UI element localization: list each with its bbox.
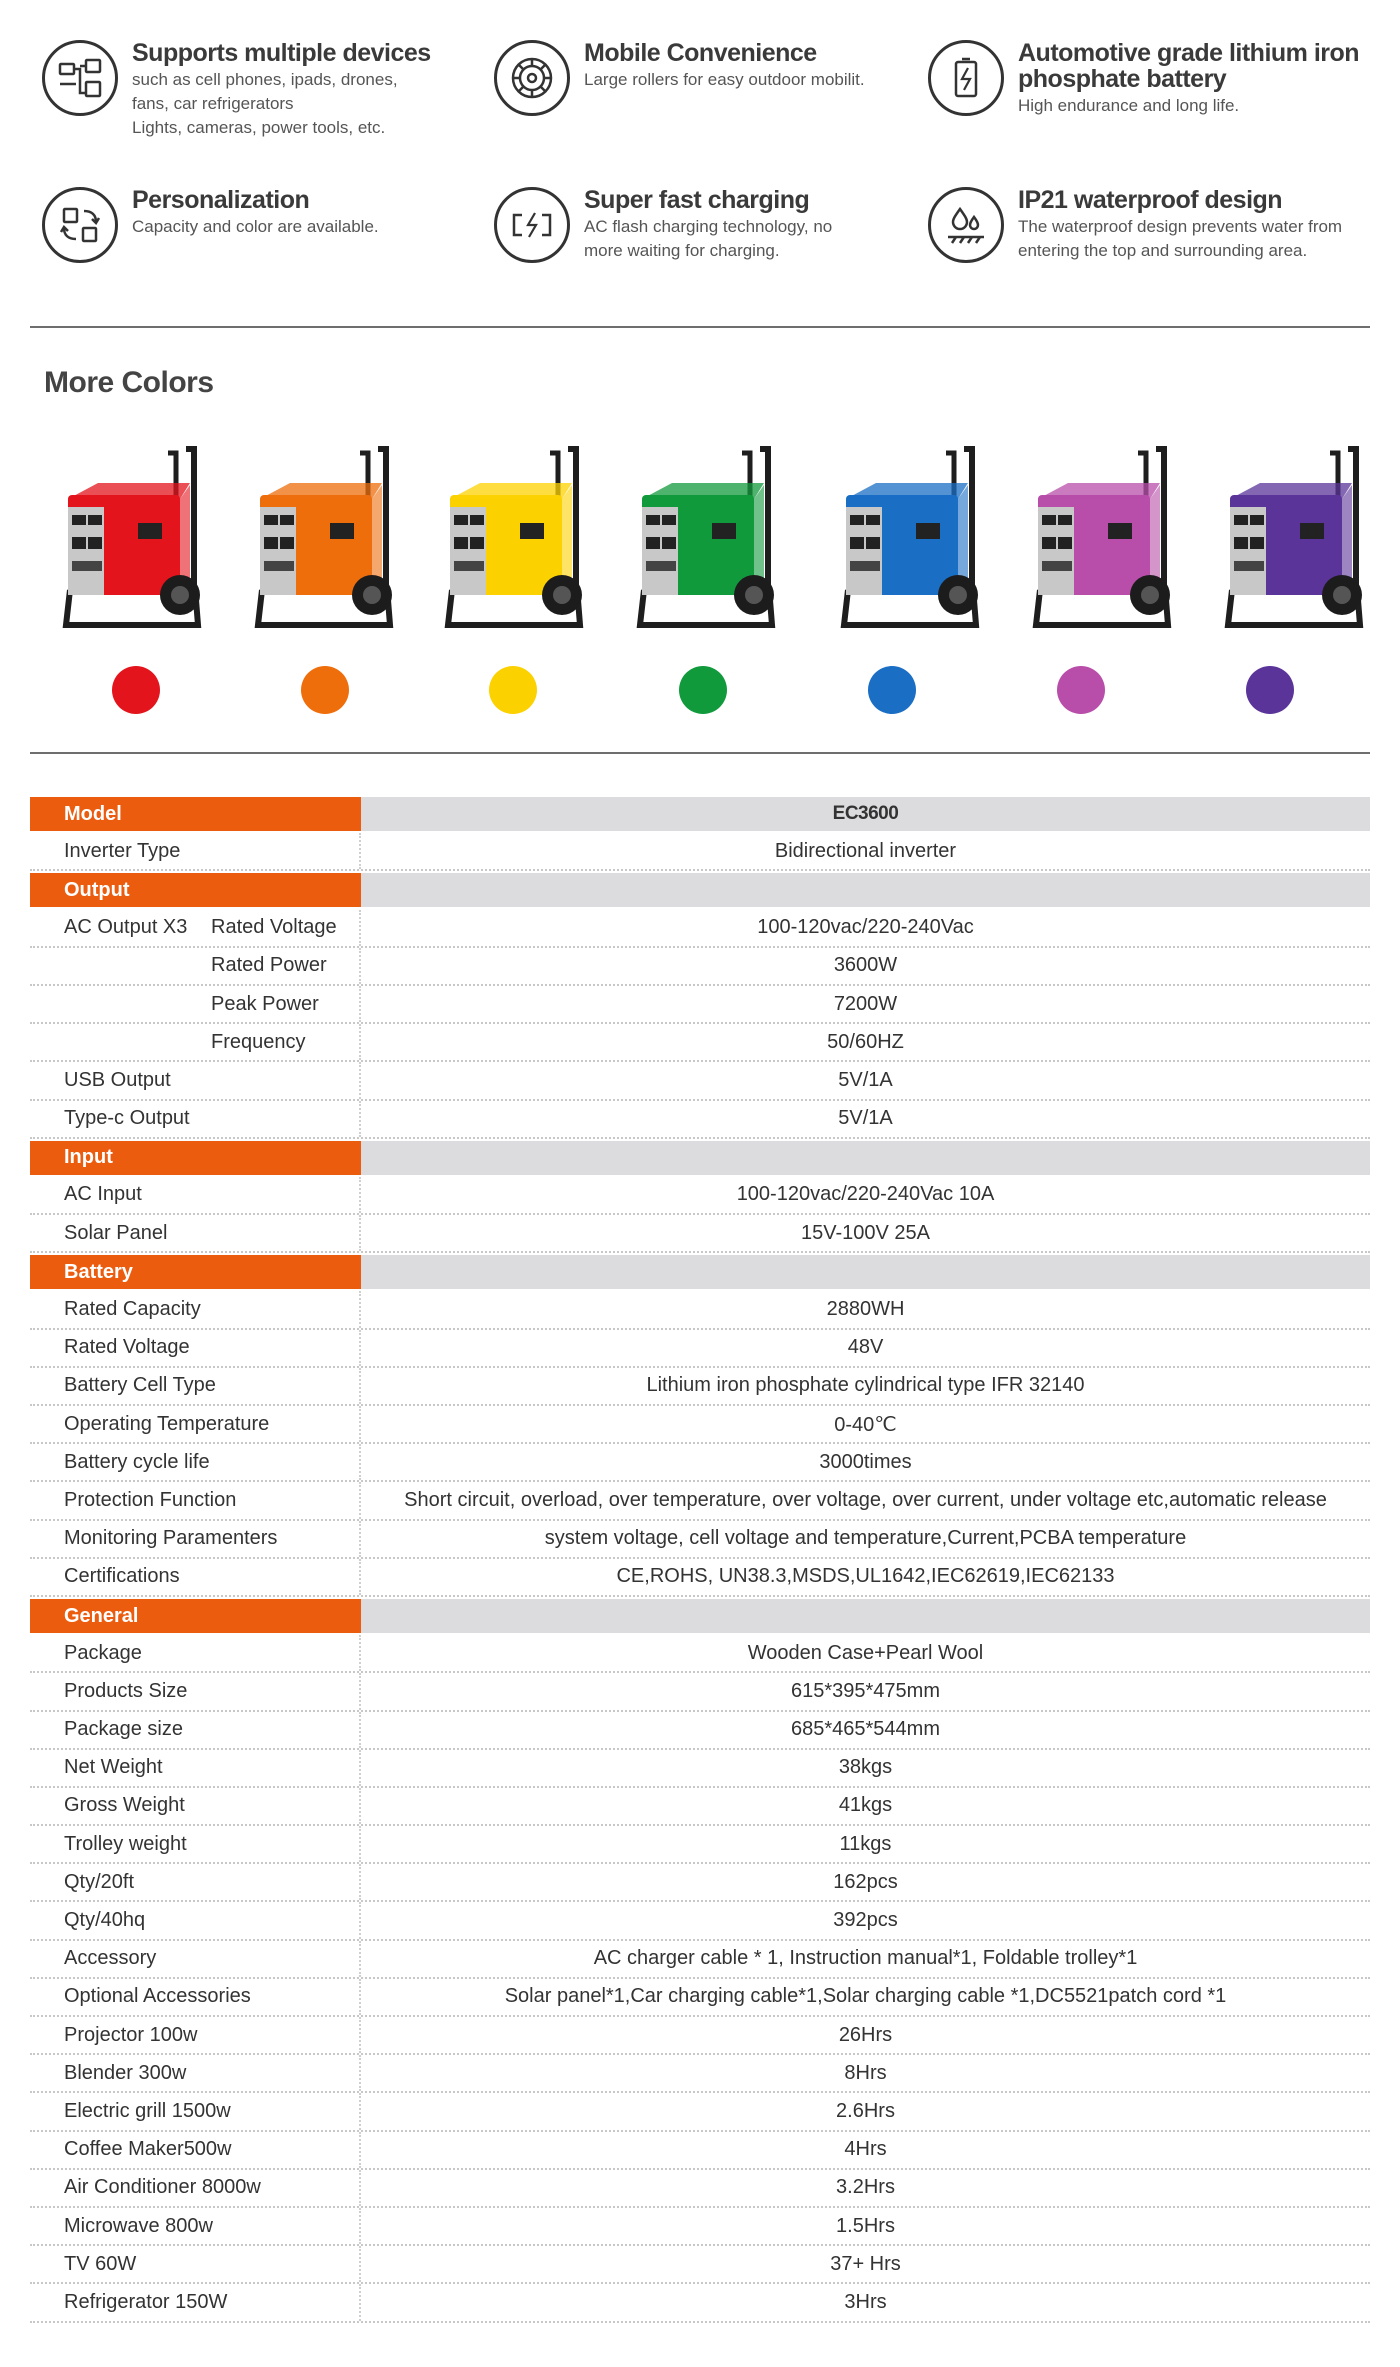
spec-row <box>30 1979 1370 2017</box>
spec-value: 26Hrs <box>838 2023 893 2046</box>
spec-sublabel: Peak Power <box>211 992 319 1015</box>
spec-value <box>361 1141 1370 1175</box>
spec-value: AC charger cable * 1, Instruction manual*1, Foldable trolley*1 <box>593 1947 1138 1970</box>
spec-label-text: Qty/40hq <box>64 1909 146 1932</box>
spec-sublabel: Frequency <box>211 1030 306 1053</box>
feature-desc: AC flash charging technology, no more waiting for charging. <box>584 217 833 260</box>
feature-waterproof <box>928 187 1388 263</box>
spec-label-text: Operating Temperature <box>64 1412 270 1435</box>
spec-value <box>361 1599 1370 1633</box>
spec-value: 5V/1A <box>838 1068 893 1091</box>
feature-desc: Large rollers for easy outdoor mobilit. <box>584 70 865 89</box>
spec-sublabel: Rated Voltage <box>211 916 337 939</box>
colors-title: More Colors <box>44 366 214 399</box>
color-swatch[interactable] <box>1246 666 1294 714</box>
spec-row <box>30 1062 1370 1100</box>
spec-label-text: Accessory <box>64 1947 157 1970</box>
fast-charging-icon <box>494 187 570 263</box>
spec-label <box>30 2055 361 2091</box>
feature-desc: The waterproof design prevents water from entering the top and surrounding area. <box>1018 217 1343 260</box>
spec-row <box>30 1788 1370 1826</box>
spec-value: 3600W <box>833 954 898 977</box>
battery-icon <box>928 40 1004 116</box>
spec-label-text: Blender 300w <box>64 2061 187 2084</box>
spec-row <box>30 2170 1370 2208</box>
feature-title: Super fast charging <box>584 186 810 214</box>
color-swatch[interactable] <box>679 666 727 714</box>
spec-row <box>30 1406 1370 1444</box>
spec-label <box>30 1444 361 1480</box>
spec-label-text: General <box>64 1604 139 1627</box>
spec-value: 2880WH <box>826 1298 905 1321</box>
spec-row <box>30 1750 1370 1788</box>
spec-row <box>30 2284 1370 2322</box>
personalization-icon <box>42 187 118 263</box>
spec-row <box>30 2208 1370 2246</box>
spec-row <box>30 833 1370 871</box>
spec-value: 2.6Hrs <box>836 2099 895 2122</box>
spec-label <box>30 2284 361 2320</box>
spec-value: 615*395*475mm <box>791 1679 940 1702</box>
spec-label <box>30 1864 361 1900</box>
feature-title: Mobile Convenience <box>584 39 817 67</box>
waterproof-icon <box>928 187 1004 263</box>
color-swatch[interactable] <box>489 666 537 714</box>
spec-value: Bidirectional inverter <box>774 839 957 862</box>
spec-label-text: Air Conditioner 8000w <box>64 2176 261 2199</box>
product-image <box>58 445 208 640</box>
spec-row <box>30 2246 1370 2284</box>
spec-row <box>30 1941 1370 1979</box>
spec-value: 100-120vac/220-240Vac <box>757 916 974 939</box>
spec-value: 11kgs <box>839 1832 892 1855</box>
spec-label-text: Certifications <box>64 1565 180 1588</box>
spec-value: 3Hrs <box>844 2290 887 2313</box>
spec-row <box>30 1291 1370 1329</box>
spec-label-text: Solar Panel <box>64 1221 168 1244</box>
spec-label-text: Monitoring Paramenters <box>64 1527 278 1550</box>
feature-title: Supports multiple devices <box>132 39 431 67</box>
spec-label-text: Microwave 800w <box>64 2214 213 2237</box>
spec-label <box>30 1902 361 1938</box>
feature-personalization <box>42 187 492 263</box>
spec-label-text: Battery Cell Type <box>64 1374 216 1397</box>
spec-label-text: Package size <box>64 1718 183 1741</box>
spec-label-text: Qty/20ft <box>64 1870 135 1893</box>
spec-label-text: AC Input <box>64 1183 142 1206</box>
spec-label <box>30 1062 361 1098</box>
spec-row <box>30 1559 1370 1597</box>
spec-label-text: Products Size <box>64 1679 188 1702</box>
spec-label <box>30 1599 361 1633</box>
spec-section-header <box>30 871 1370 909</box>
spec-row <box>30 1482 1370 1520</box>
product-image <box>1028 445 1178 640</box>
spec-label-text: Battery cycle life <box>64 1450 210 1473</box>
spec-label-text: Electric grill 1500w <box>64 2099 231 2122</box>
spec-row <box>30 986 1370 1024</box>
spec-row <box>30 1673 1370 1711</box>
spec-label <box>30 1826 361 1862</box>
spec-value: 162pcs <box>833 1870 898 1893</box>
spec-value: 41kgs <box>838 1794 893 1817</box>
spec-row <box>30 1330 1370 1368</box>
wheel-icon <box>494 40 570 116</box>
spec-row <box>30 1024 1370 1062</box>
spec-label <box>30 2017 361 2053</box>
spec-row <box>30 1177 1370 1215</box>
spec-row <box>30 1444 1370 1482</box>
spec-value: 5V/1A <box>838 1107 893 1130</box>
spec-row <box>30 1826 1370 1864</box>
spec-label <box>30 910 361 946</box>
spec-label-text: Rated Voltage <box>64 1336 190 1359</box>
spec-label <box>30 1482 361 1518</box>
spec-label <box>30 833 361 869</box>
product-image <box>250 445 400 640</box>
spec-value: Short circuit, overload, over temperature, over voltage, over current, under voltage etc,automatic release <box>404 1488 1327 1511</box>
spec-label-text: Trolley weight <box>64 1832 187 1855</box>
spec-value: 4Hrs <box>844 2138 887 2161</box>
spec-row <box>30 2055 1370 2093</box>
spec-label <box>30 2246 361 2282</box>
spec-value: 100-120vac/220-240Vac 10A <box>736 1183 995 1206</box>
feature-desc: High endurance and long life. <box>1018 96 1240 115</box>
spec-value: 8Hrs <box>844 2061 887 2084</box>
spec-label-text: Input <box>64 1146 113 1169</box>
spec-label-text: TV 60W <box>64 2252 137 2275</box>
spec-section-header <box>30 795 1370 833</box>
spec-label-text: Battery <box>64 1260 133 1283</box>
spec-row <box>30 2017 1370 2055</box>
spec-value: 15V-100V 25A <box>801 1221 930 1244</box>
spec-row <box>30 1101 1370 1139</box>
spec-section-header <box>30 1597 1370 1635</box>
feature-desc: such as cell phones, ipads, drones, fans, car refrigerators Lights, cameras, power tools, etc. <box>132 70 398 137</box>
spec-value: 50/60HZ <box>827 1030 904 1053</box>
spec-row <box>30 1635 1370 1673</box>
spec-value: EC3600 <box>361 797 1370 831</box>
feature-title: Personalization <box>132 186 310 214</box>
spec-row <box>30 1902 1370 1940</box>
spec-value: Solar panel*1,Car charging cable*1,Solar charging cable *1,DC5521patch cord *1 <box>504 1985 1227 2008</box>
spec-label-text: Output <box>64 878 130 901</box>
spec-label <box>30 2132 361 2168</box>
section-divider <box>30 326 1370 328</box>
spec-value: 38kgs <box>838 1756 893 1779</box>
section-divider <box>30 752 1370 754</box>
spec-label <box>30 1101 361 1137</box>
spec-sublabel: Rated Power <box>211 954 327 977</box>
spec-label-text: USB Output <box>64 1068 171 1091</box>
spec-label-text: Coffee Maker500w <box>64 2138 232 2161</box>
spec-row <box>30 948 1370 986</box>
spec-label <box>30 1712 361 1748</box>
spec-section-header <box>30 1139 1370 1177</box>
spec-label-text: Rated Capacity <box>64 1298 201 1321</box>
spec-section-header <box>30 1253 1370 1291</box>
spec-label <box>30 1941 361 1977</box>
spec-label <box>30 1406 361 1442</box>
spec-label <box>30 1673 361 1709</box>
spec-value <box>361 1255 1370 1289</box>
feature-desc: Capacity and color are available. <box>132 217 379 236</box>
spec-value: system voltage, cell voltage and temperature,Current,PCBA temperature <box>544 1527 1187 1550</box>
spec-label <box>30 1521 361 1557</box>
spec-label <box>30 1979 361 2015</box>
spec-value: 37+ Hrs <box>830 2252 901 2275</box>
feature-mobile <box>494 40 944 116</box>
devices-icon <box>42 40 118 116</box>
color-swatch[interactable] <box>868 666 916 714</box>
spec-label <box>30 2093 361 2129</box>
feature-title: Automotive grade lithium iron phosphate battery <box>1018 39 1360 93</box>
product-image <box>1220 445 1370 640</box>
spec-value: 0-40℃ <box>834 1413 897 1436</box>
spec-table <box>30 795 1370 2323</box>
spec-label-text: Gross Weight <box>64 1794 185 1817</box>
spec-label-text: Refrigerator 150W <box>64 2290 228 2313</box>
spec-label <box>30 986 361 1022</box>
spec-value: 3000times <box>819 1450 912 1473</box>
spec-label-text: Model <box>64 802 122 825</box>
spec-label <box>30 873 361 907</box>
spec-label <box>30 1291 361 1327</box>
feature-battery <box>928 40 1378 118</box>
color-swatch[interactable] <box>1057 666 1105 714</box>
spec-value: 7200W <box>833 992 898 1015</box>
spec-value: Wooden Case+Pearl Wool <box>747 1641 984 1664</box>
spec-label-text: Inverter Type <box>64 839 181 862</box>
spec-label-text: Type-c Output <box>64 1107 190 1130</box>
product-image <box>632 445 782 640</box>
spec-label <box>30 1368 361 1404</box>
color-swatch[interactable] <box>301 666 349 714</box>
spec-value: 3.2Hrs <box>836 2176 895 2199</box>
spec-label-text: Package <box>64 1641 142 1664</box>
spec-label <box>30 1788 361 1824</box>
spec-value: 1.5Hrs <box>836 2214 895 2237</box>
product-image <box>440 445 590 640</box>
spec-row <box>30 2093 1370 2131</box>
spec-label <box>30 2208 361 2244</box>
spec-row <box>30 1368 1370 1406</box>
spec-label <box>30 1330 361 1366</box>
spec-label <box>30 1141 361 1175</box>
spec-value: CE,ROHS, UN38.3,MSDS,UL1642,IEC62619,IEC62133 <box>616 1565 1115 1588</box>
spec-label <box>30 1750 361 1786</box>
spec-value: Lithium iron phosphate cylindrical type IFR 32140 <box>646 1374 1085 1397</box>
spec-label <box>30 1255 361 1289</box>
spec-value: 48V <box>847 1336 884 1359</box>
product-image <box>836 445 986 640</box>
spec-label <box>30 2170 361 2206</box>
feature-title: IP21 waterproof design <box>1018 186 1283 214</box>
spec-label-text: Net Weight <box>64 1756 163 1779</box>
spec-row <box>30 2132 1370 2170</box>
spec-label-text: Optional Accessories <box>64 1985 251 2008</box>
feature-devices <box>42 40 492 140</box>
features-section <box>0 0 1400 330</box>
spec-row <box>30 910 1370 948</box>
spec-label <box>30 1024 361 1060</box>
spec-label-text: Projector 100w <box>64 2023 198 2046</box>
spec-label <box>30 948 361 984</box>
spec-row <box>30 1521 1370 1559</box>
spec-value <box>361 873 1370 907</box>
feature-fast-charging <box>494 187 944 263</box>
spec-row <box>30 1712 1370 1750</box>
spec-value: 392pcs <box>833 1909 898 1932</box>
spec-label <box>30 1635 361 1671</box>
color-swatch[interactable] <box>112 666 160 714</box>
spec-label-text: AC Output X3 <box>64 916 188 939</box>
spec-row <box>30 1215 1370 1253</box>
spec-value: 685*465*544mm <box>791 1718 940 1741</box>
spec-row <box>30 1864 1370 1902</box>
spec-label-text: Protection Function <box>64 1488 237 1511</box>
spec-label <box>30 1177 361 1213</box>
spec-label <box>30 1559 361 1595</box>
spec-label <box>30 797 361 831</box>
spec-label <box>30 1215 361 1251</box>
